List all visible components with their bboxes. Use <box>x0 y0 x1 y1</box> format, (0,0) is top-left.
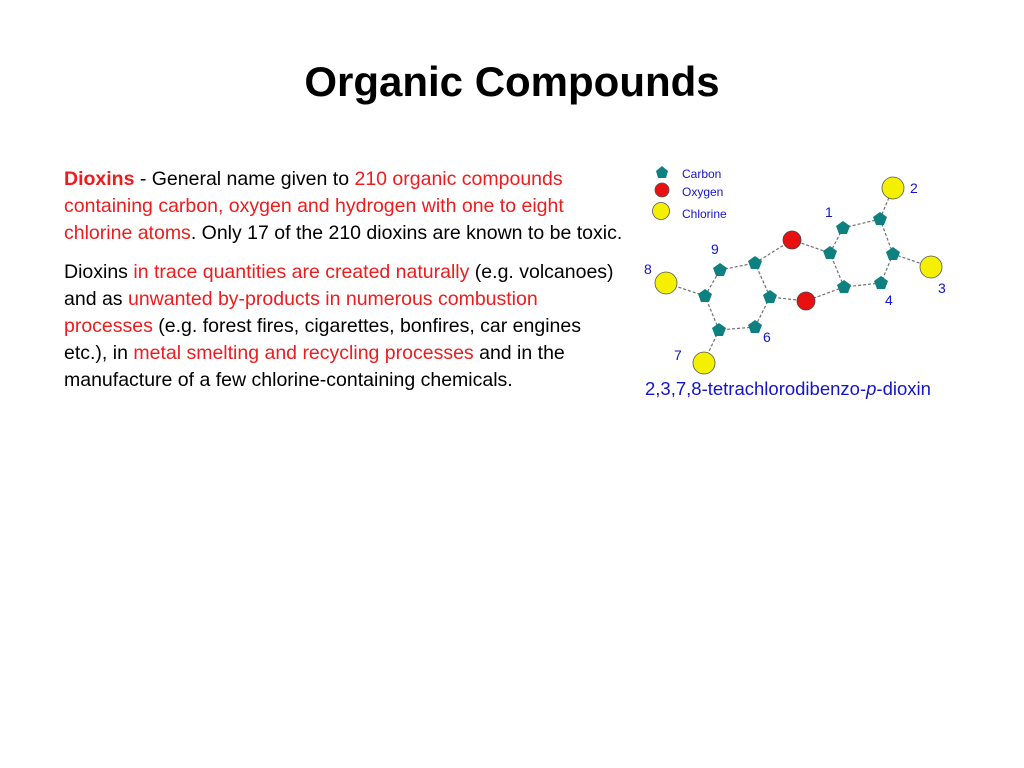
carbon-atom <box>874 276 888 289</box>
carbon-atom <box>763 290 777 303</box>
caption-text: -dioxin <box>876 378 931 399</box>
slide-title: Organic Compounds <box>304 58 720 105</box>
position-number: 6 <box>763 329 771 345</box>
text-span: and in the manufacture of a few chlorine-containing chemicals. <box>64 342 565 391</box>
position-number: 2 <box>910 180 918 196</box>
caption-italic: p <box>866 378 877 399</box>
legend-chlorine-marker <box>653 203 670 220</box>
legend-oxygen-marker <box>655 183 669 197</box>
text-span: - General name given to <box>134 168 355 190</box>
position-number: 8 <box>644 261 652 277</box>
caption-text: 2,3,7,8-tetrachlorodibenzo- <box>645 378 867 399</box>
highlight-span: metal smelting and recycling processes <box>133 342 474 364</box>
text-span: . Only 17 of the 210 dioxins are known to be toxic. <box>190 222 623 244</box>
carbon-atom <box>823 246 837 259</box>
text-span: (e.g. forest fires, cigarettes, bonfires, car engines etc.), in <box>64 315 581 364</box>
carbon-atom <box>837 280 851 293</box>
carbon-atom <box>886 247 900 260</box>
carbon-atom <box>748 256 762 269</box>
paragraph-definition <box>64 166 624 247</box>
position-number: 1 <box>825 204 833 220</box>
legend-oxygen-label: Oxygen <box>682 185 724 199</box>
carbon-atom <box>748 320 762 333</box>
chlorine-atom <box>693 352 715 374</box>
body-text <box>64 166 624 406</box>
oxygen-atoms <box>783 231 815 310</box>
carbon-atom <box>873 212 887 225</box>
term-dioxins: Dioxins <box>64 168 135 190</box>
text-span: (e.g. volcanoes) and as <box>64 261 614 310</box>
position-number: 3 <box>938 280 946 296</box>
position-number: 9 <box>711 241 719 257</box>
chlorine-atom <box>920 256 942 278</box>
oxygen-atom <box>783 231 801 249</box>
highlight-span: unwanted by-products in numerous combustion processes <box>64 288 538 337</box>
position-number: 7 <box>674 347 682 363</box>
chlorine-atom <box>655 272 677 294</box>
carbon-atom <box>712 323 726 336</box>
carbon-atom <box>836 221 850 234</box>
oxygen-atom <box>797 292 815 310</box>
highlight-span: in trace quantities are created naturally <box>133 261 470 283</box>
dioxin-molecule-diagram <box>636 160 966 410</box>
chlorine-atom <box>882 177 904 199</box>
molecule-caption <box>645 378 931 400</box>
paragraph-sources <box>64 259 624 394</box>
carbon-atom <box>698 289 712 302</box>
text-span: Dioxins <box>64 261 134 283</box>
carbon-atoms <box>698 212 900 336</box>
legend <box>653 166 728 221</box>
highlight-span: 210 organic compounds containing carbon, oxygen and hydrogen with one to eight chlorine atoms <box>64 168 564 244</box>
legend-carbon-marker <box>656 166 668 178</box>
carbon-atom <box>713 263 727 276</box>
legend-chlorine-label: Chlorine <box>682 207 727 221</box>
position-number: 4 <box>885 292 893 308</box>
legend-carbon-label: Carbon <box>682 167 722 181</box>
